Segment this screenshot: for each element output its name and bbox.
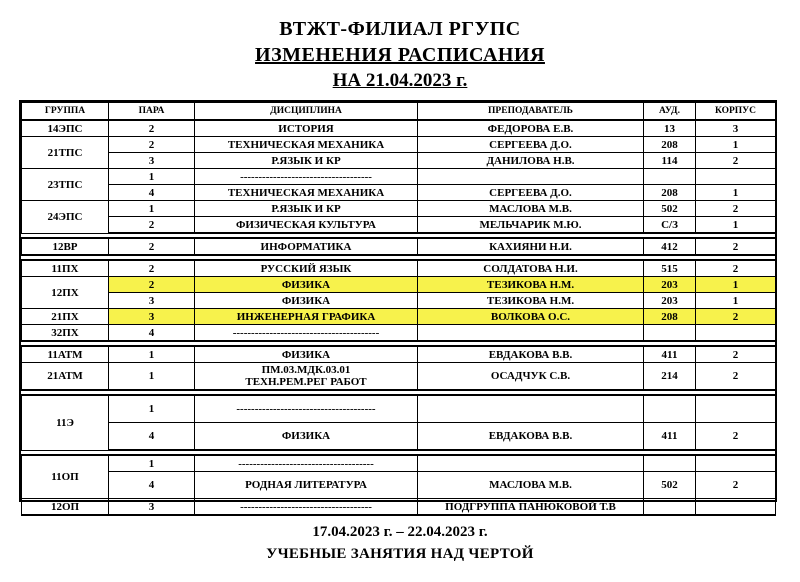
teacher-cell: КАХИЯНИ Н.И. (418, 238, 644, 255)
table-row (22, 455, 776, 472)
para-cell: 1 (109, 169, 195, 185)
teacher-cell: ЕВДАКОВА В.В. (418, 423, 644, 451)
table-row (22, 238, 776, 255)
para-cell: 3 (109, 499, 195, 516)
subject-cell: ------------------------------------ (195, 169, 418, 185)
group-cell: 24ЭПС (22, 201, 109, 234)
teacher-cell (418, 169, 644, 185)
para-cell: 2 (109, 120, 195, 137)
column-header: АУД. (644, 103, 696, 121)
room-cell: 13 (644, 120, 696, 137)
korpus-cell (696, 325, 776, 342)
subject-cell: ФИЗИКА (195, 346, 418, 363)
group-cell: 12ОП (22, 499, 109, 516)
subject-cell (195, 363, 418, 391)
footer-note: УЧЕБНЫЕ ЗАНЯТИЯ НАД ЧЕРТОЙ (266, 546, 534, 562)
para-cell: 1 (109, 346, 195, 363)
room-cell: 515 (644, 260, 696, 277)
teacher-cell: ВОЛКОВА О.С. (418, 309, 644, 325)
table-row (22, 185, 776, 201)
korpus-cell (696, 455, 776, 472)
korpus-cell: 2 (696, 472, 776, 499)
para-cell: 4 (109, 185, 195, 201)
subject-cell: ФИЗИЧЕСКАЯ КУЛЬТУРА (195, 217, 418, 234)
group-cell: 12ПХ (22, 277, 109, 309)
table-row (22, 346, 776, 363)
footer-period: 17.04.2023 г. – 22.04.2023 г. (312, 524, 488, 540)
korpus-cell: 2 (696, 309, 776, 325)
subject-cell: РУССКИЙ ЯЗЫК (195, 260, 418, 277)
korpus-cell (696, 169, 776, 185)
subject-line: ПМ.03.МДК.03.01 (261, 364, 351, 376)
korpus-cell: 1 (696, 185, 776, 201)
korpus-cell (696, 499, 776, 516)
room-cell: 208 (644, 309, 696, 325)
subject-line: ТЕХН.РЕМ.РЕГ РАБОТ (245, 376, 367, 388)
table-body (22, 120, 776, 515)
subject-cell: -------------------------------------- (195, 395, 418, 423)
subject-cell: РОДНАЯ ЛИТЕРАТУРА (195, 472, 418, 499)
teacher-cell: ТЕЗИКОВА Н.М. (418, 277, 644, 293)
column-header: КОРПУС (696, 103, 776, 121)
korpus-cell: 3 (696, 120, 776, 137)
group-cell: 11ОП (22, 455, 109, 499)
table-row (22, 325, 776, 342)
subject-cell: Р.ЯЗЫК И КР (195, 201, 418, 217)
schedule-sheet (19, 100, 777, 513)
room-cell: 502 (644, 201, 696, 217)
korpus-cell: 2 (696, 260, 776, 277)
table-row (22, 260, 776, 277)
table-row (22, 395, 776, 423)
column-header: ДИСЦИПЛИНА (195, 103, 418, 121)
table-header-row (22, 103, 776, 121)
table-row (22, 472, 776, 499)
para-cell: 1 (109, 363, 195, 391)
korpus-cell: 2 (696, 423, 776, 451)
room-cell: 203 (644, 277, 696, 293)
subject-cell: ТЕХНИЧЕСКАЯ МЕХАНИКА (195, 137, 418, 153)
korpus-cell: 2 (696, 346, 776, 363)
teacher-cell (418, 325, 644, 342)
table-row (22, 169, 776, 185)
subject-cell: ФИЗИКА (195, 293, 418, 309)
room-cell: 214 (644, 363, 696, 391)
group-cell: 11Э (22, 395, 109, 450)
subject-cell: ИНФОРМАТИКА (195, 238, 418, 255)
korpus-cell: 1 (696, 277, 776, 293)
room-cell (644, 455, 696, 472)
table-row (22, 153, 776, 169)
subject-cell: ---------------------------------------- (195, 325, 418, 342)
room-cell: 411 (644, 346, 696, 363)
para-cell: 4 (109, 325, 195, 342)
para-cell: 2 (109, 260, 195, 277)
table-row (22, 293, 776, 309)
korpus-cell: 2 (696, 238, 776, 255)
korpus-cell: 2 (696, 363, 776, 391)
table-row (22, 423, 776, 451)
document-title: ИЗМЕНЕНИЯ РАСПИСАНИЯ (255, 44, 545, 66)
group-cell: 12ВР (22, 238, 109, 255)
para-cell: 3 (109, 153, 195, 169)
table-row (22, 137, 776, 153)
college-title: ВТЖТ-ФИЛИАЛ РГУПС (279, 18, 521, 40)
group-cell: 21ПХ (22, 309, 109, 325)
table-row (22, 309, 776, 325)
subject-cell: ------------------------------------- (195, 455, 418, 472)
korpus-cell: 1 (696, 217, 776, 234)
table-row (22, 120, 776, 137)
para-cell: 2 (109, 217, 195, 234)
table-row (22, 217, 776, 234)
para-cell: 2 (109, 277, 195, 293)
subject-cell: ФИЗИКА (195, 277, 418, 293)
room-cell (644, 325, 696, 342)
group-cell: 21ТПС (22, 137, 109, 169)
teacher-cell: ФЕДОРОВА Е.В. (418, 120, 644, 137)
para-cell: 1 (109, 395, 195, 423)
teacher-cell (418, 455, 644, 472)
subject-cell: ФИЗИКА (195, 423, 418, 451)
group-cell: 14ЭПС (22, 120, 109, 137)
teacher-cell: СЕРГЕЕВА Д.О. (418, 185, 644, 201)
teacher-cell: ЕВДАКОВА В.В. (418, 346, 644, 363)
group-cell: 32ПХ (22, 325, 109, 342)
column-header: ПРЕПОДАВАТЕЛЬ (418, 103, 644, 121)
column-header: ГРУППА (22, 103, 109, 121)
room-cell: 502 (644, 472, 696, 499)
subject-cell: ИСТОРИЯ (195, 120, 418, 137)
room-cell: 412 (644, 238, 696, 255)
document-date: НА 21.04.2023 г. (332, 70, 468, 91)
teacher-cell: ТЕЗИКОВА Н.М. (418, 293, 644, 309)
room-cell: 208 (644, 185, 696, 201)
korpus-cell: 2 (696, 201, 776, 217)
subject-cell: ТЕХНИЧЕСКАЯ МЕХАНИКА (195, 185, 418, 201)
korpus-cell: 1 (696, 137, 776, 153)
korpus-cell: 1 (696, 293, 776, 309)
teacher-cell: ОСАДЧУК С.В. (418, 363, 644, 391)
para-cell: 1 (109, 455, 195, 472)
para-cell: 4 (109, 472, 195, 499)
group-cell: 21АТМ (22, 363, 109, 391)
room-cell (644, 499, 696, 516)
room-cell: 114 (644, 153, 696, 169)
teacher-cell: ДАНИЛОВА Н.В. (418, 153, 644, 169)
teacher-cell: СЕРГЕЕВА Д.О. (418, 137, 644, 153)
room-cell: С/З (644, 217, 696, 234)
teacher-cell: МАСЛОВА М.В. (418, 201, 644, 217)
teacher-cell: СОЛДАТОВА Н.И. (418, 260, 644, 277)
teacher-cell (418, 395, 644, 423)
room-cell (644, 395, 696, 423)
room-cell: 208 (644, 137, 696, 153)
para-cell: 1 (109, 201, 195, 217)
para-cell: 2 (109, 238, 195, 255)
para-cell: 2 (109, 137, 195, 153)
teacher-cell: МАСЛОВА М.В. (418, 472, 644, 499)
group-cell: 11ПХ (22, 260, 109, 277)
group-cell: 23ТПС (22, 169, 109, 201)
table-row (22, 277, 776, 293)
room-cell: 203 (644, 293, 696, 309)
para-cell: 3 (109, 309, 195, 325)
table-row (22, 201, 776, 217)
korpus-cell (696, 395, 776, 423)
subject-cell: ИНЖЕНЕРНАЯ ГРАФИКА (195, 309, 418, 325)
table-row (22, 499, 776, 516)
teacher-cell: МЕЛЬЧАРИК М.Ю. (418, 217, 644, 234)
column-header: ПАРА (109, 103, 195, 121)
room-cell (644, 169, 696, 185)
room-cell: 411 (644, 423, 696, 451)
teacher-cell: ПОДГРУППА ПАНЮКОВОЙ Т.В (418, 499, 644, 516)
group-cell: 11АТМ (22, 346, 109, 363)
subject-cell: Р.ЯЗЫК И КР (195, 153, 418, 169)
korpus-cell: 2 (696, 153, 776, 169)
subject-cell: ------------------------------------ (195, 499, 418, 516)
table-row (22, 363, 776, 391)
schedule-table (21, 102, 776, 516)
para-cell: 4 (109, 423, 195, 451)
para-cell: 3 (109, 293, 195, 309)
